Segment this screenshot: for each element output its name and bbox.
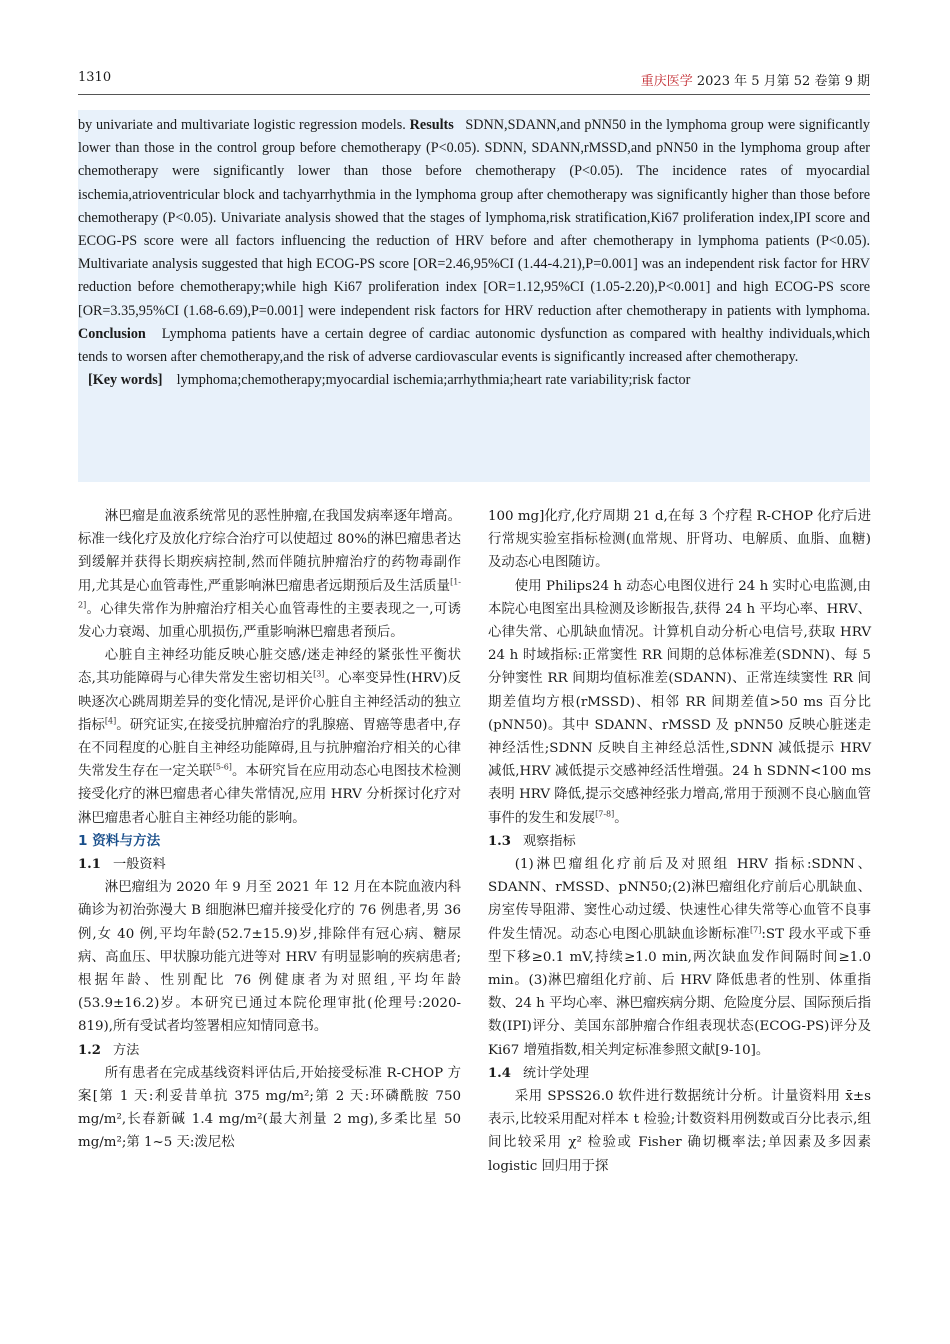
- results-label: Results: [409, 117, 454, 133]
- keywords-text: lymphoma;chemotherapy;myocardial ischemia;arrhythmia;heart rate variability;risk factor: [176, 372, 691, 389]
- keywords-label: [Key words]: [88, 372, 163, 389]
- abstract: [78, 114, 870, 392]
- section-1-4-text: 采用 SPSS26.0 软件进行数据统计分析。计量资料用 x̄±s 表示,比较采用配对样本 t 检验;计数资料用例数或百分比表示,组间比较采用 χ² 检验或 Fisher 确切概率法;单因素及多因素 logistic 回归用于探: [488, 1089, 871, 1174]
- running-header: [78, 70, 870, 92]
- section-1-3-text: (1)淋巴瘤组化疗前后及对照组 HRV 指标:SDNN、SDANN、rMSSD、pNN50;(2)淋巴瘤组化疗前后心肌缺血、房室传导阻滞、窦性心动过缓、快速性心律失常等心血管不良事件发生情况。动态心电图心肌缺血诊断标准[7]:ST 段水平或下垂型下移≥0.1 mV,持续≥1.0 min,两次缺血发作间隔时间≥1.0 min。(3)淋巴瘤组化疗前、后 HRV 降低患者的性别、体重指数、24 h 平均心率、淋巴瘤疾病分期、危险度分层、国际预后指数(IPI)评分、美国东部肿瘤合作组表现状态(ECOG-PS)评分及 Ki67 增殖指数,相关判定标准参照文献[9-10]。: [488, 857, 872, 1058]
- section-1-4-heading: 1.4 统计学处理: [488, 1065, 589, 1081]
- section-1-3-heading: 1.3 观察指标: [488, 833, 576, 849]
- keywords: [78, 369, 870, 392]
- section-1-heading: 1 资料与方法: [78, 832, 161, 849]
- abstract-body: by univariate and multivariate logistic regression models. Results SDNN,SDANN,and pNN50 in the lymphoma group were significantly lower than those in the control group before chemotherapy (P<0.05). SDNN, SDANN,rMSSD,and pNN50 in the lymphoma group after chemotherapy were significantly lower than those before chemotherapy (P<0.05). The incidence rates of myocardial ischemia,atrioventricular block and tachyarrhythmia in the lymphoma group after chemotherapy was significantly higher than those before chemotherapy (P<0.05). Univariate analysis showed that the stages of lymphoma,risk stratification,Ki67 proliferation index,IPI score and ECOG-PS score were all factors influencing the reduction of HRV before and after chemotherapy in lymphoma patients (P<0.05). Multivariate analysis suggested that high ECOG-PS score [OR=2.46,95%CI (1.44-4.21),P=0.001] was an independent risk factor for HRV reduction before chemotherapy;while high Ki67 proliferation index [OR=1.12,95%CI (1.05-2.20),P<0.001] and high ECOG-PS score [OR=3.35,95%CI (1.68-6.69),P=0.001] were independent risk factors for HRV reduction after chemotherapy in patients with lymphoma. Conclusion Lymphoma patients have a certain degree of cardiac autonomic dysfunction as compared with healthy individuals,which tends to worsen after chemotherapy,and the risk of adverse cardiovascular events is significantly increased after chemotherapy.: [78, 117, 871, 366]
- intro-paragraph-2: 心脏自主神经功能反映心脏交感/迷走神经的紧张性平衡状态,其功能障碍与心律失常发生密切相关[3]。心率变异性(HRV)反映逐次心跳周期差异的变化情况,是评价心脏自主神经活动的独立指标[4]。研究证实,在接受抗肿瘤治疗的乳腺癌、胃癌等患者中,存在不同程度的心脏自主神经功能障碍,且与抗肿瘤治疗相关的心律失常发生存在一定关联[5-6]。本研究旨在应用动态心电图技术检测接受化疗的淋巴瘤患者心律失常情况,应用 HRV 分析探讨化疗对淋巴瘤患者心脏自主神经功能的影响。: [78, 648, 462, 826]
- journal-issue: [641, 70, 870, 89]
- header-divider: [78, 94, 870, 95]
- right-column: [488, 505, 871, 1178]
- section-1-2-heading: 1.2 方法: [78, 1042, 140, 1058]
- left-column: [78, 505, 461, 1155]
- method-continued: 100 mg]化疗,化疗周期 21 d,在每 3 个疗程 R-CHOP 化疗后进行常规实验室指标检测(血常规、肝肾功、电解质、血脂、血糖)及动态心电图随访。: [488, 509, 871, 571]
- section-1-1-text: 淋巴瘤组为 2020 年 9 月至 2021 年 12 月在本院血液内科确诊为初治弥漫大 B 细胞淋巴瘤并接受化疗的 76 例患者,男 36 例,女 40 例,平均年龄(52.7±15.9)岁,排除伴有冠心病、糖尿病、高血压、甲状腺功能亢进等对 HRV 有明显影响的疾病患者;根据年龄、性别配比 76 例健康者为对照组,平均年龄(53.9±16.2)岁。本研究已通过本院伦理审批(伦理号:2020-819),所有受试者均签署相应知情同意书。: [78, 880, 461, 1035]
- journal-name: 重庆医学: [640, 74, 693, 89]
- intro-paragraph-1: 淋巴瘤是血液系统常见的恶性肿瘤,在我国发病率逐年增高。标准一线化疗及放化疗综合治疗可以使超过 80%的淋巴瘤患者达到缓解并获得长期疾病控制,然而伴随抗肿瘤治疗的药物毒副作用,尤其是心血管毒性,严重影响淋巴瘤患者远期预后及生活质量[1-2]。心律失常作为肿瘤治疗相关心血管毒性的主要表现之一,可诱发心力衰竭、加重心肌损伤,严重影响淋巴瘤患者预后。: [78, 509, 461, 641]
- conclusion-label: Conclusion: [78, 325, 146, 342]
- method-paragraph-2: 使用 Philips24 h 动态心电图仪进行 24 h 实时心电监测,由本院心电图室出具检测及诊断报告,获得 24 h 平均心率、HRV、心律失常、心肌缺血情况。计算机自动分析心电信号,获取 HRV 24 h 时域指标:正常窦性 RR 间期的总体标准差(SDNN)、每 5 分钟窦性 RR 间期均值标准差(SDANN)、正常连续窦性 RR 间期差值均方根(rMSSD)、相邻 RR 间期差值>50 ms 百分比(pNN50)。其中 SDANN、rMSSD 及 pNN50 反映心脏迷走神经活性;SDNN 反映自主神经总活性,SDNN 减低提示 HRV 减低,HRV 减低提示交感神经活性增强。24 h SDNN<100 ms 表明 HRV 降低,提示交感神经张力增高,常用于预测不良心脑血管事件的发生和发展[7-8]。: [488, 578, 871, 826]
- page-number: 1310: [78, 70, 112, 85]
- section-1-1-heading: 1.1 一般资料: [78, 857, 166, 873]
- issue-info: 2023 年 5 月第 52 卷第 9 期: [696, 74, 870, 89]
- section-1-2-text: 所有患者在完成基线资料评估后,开始接受标准 R-CHOP 方案[第 1 天:利妥昔单抗 375 mg/m²;第 2 天:环磷酰胺 750 mg/m²,长春新碱 1.4 mg/m²(最大剂量 2 mg),多柔比星 50 mg/m²;第 1~5 天:泼尼松: [78, 1065, 461, 1151]
